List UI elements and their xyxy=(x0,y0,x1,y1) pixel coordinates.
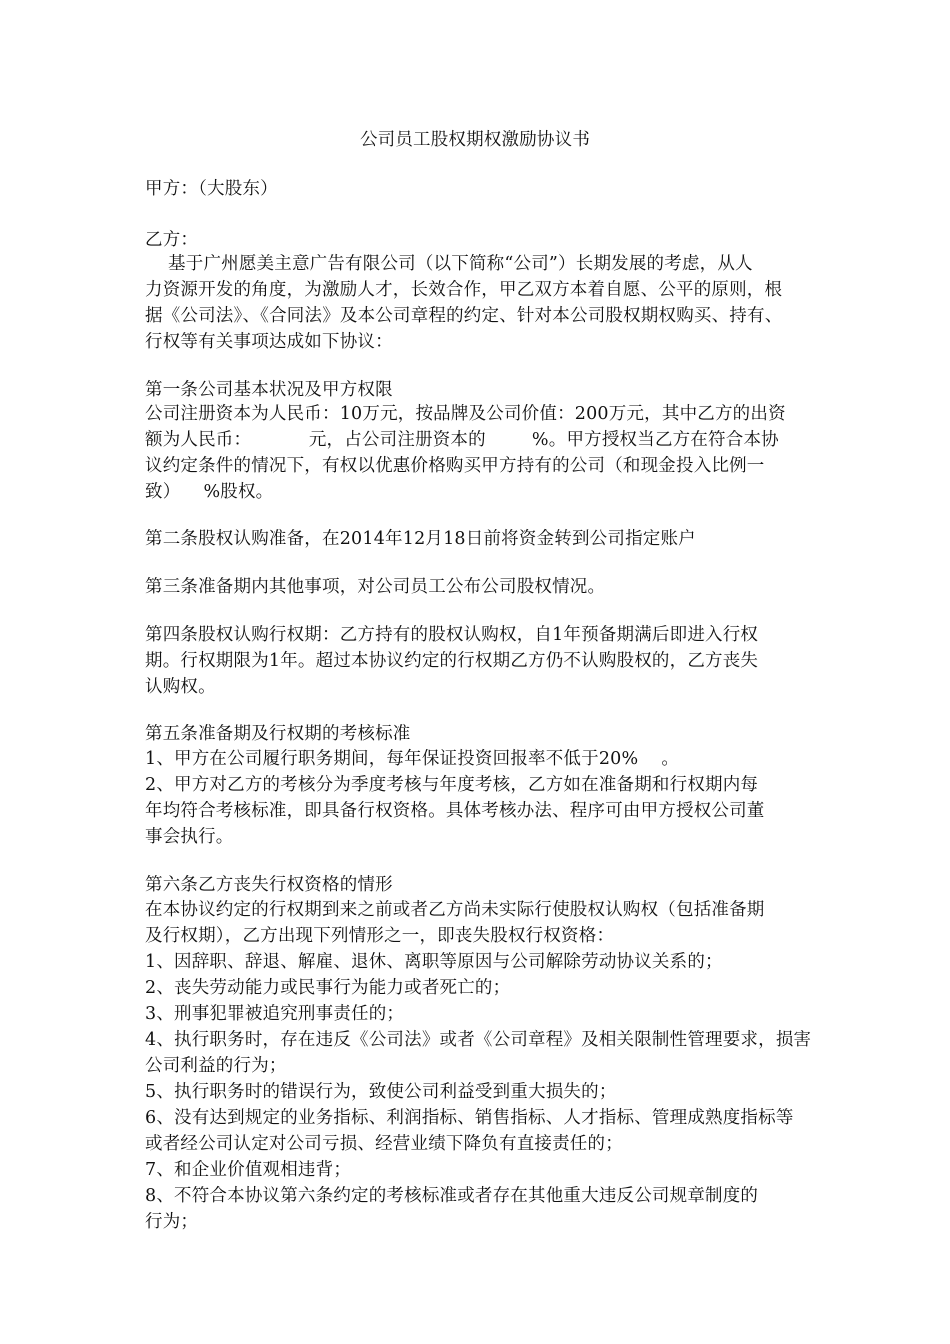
article-4-line: 第四条股权认购行权期：乙方持有的股权认购权，自1年预备期满后即进入行权 xyxy=(145,625,759,645)
article-6-item: 7、和企业价值观相违背； xyxy=(145,1160,352,1180)
article-5-line: 事会执行。 xyxy=(145,827,234,847)
article-6-item: 2、丧失劳动能力或民事行为能力或者死亡的； xyxy=(145,978,511,998)
article-6-item: 8、不符合本协议第六条约定的考核标准或者存在其他重大违反公司规章制度的 xyxy=(145,1186,759,1206)
article-6-line: 及行权期），乙方出现下列情形之一，即丧失股权行权资格： xyxy=(145,926,615,946)
article-5-line: 1、甲方在公司履行职务期间，每年保证投资回报率不低于20% 。 xyxy=(145,749,680,769)
article-5-line: 2、甲方对乙方的考核分为季度考核与年度考核，乙方如在准备期和行权期内每 xyxy=(145,775,759,795)
article-6-item: 公司利益的行为； xyxy=(145,1056,287,1076)
article-4-line: 认购权。 xyxy=(145,677,216,697)
article-1-line: 议约定条件的情况下，有权以优惠价格购买甲方持有的公司（和现金投入比例一 xyxy=(145,456,765,476)
party-b: 乙方： xyxy=(145,230,199,250)
party-a: 甲方：（大股东） xyxy=(145,179,278,199)
article-6-heading: 第六条乙方丧失行权资格的情形 xyxy=(145,875,393,895)
article-6-item: 行为； xyxy=(145,1212,199,1232)
article-4-line: 期。行权期限为1年。超过本协议约定的行权期乙方仍不认购股权的，乙方丧失 xyxy=(145,651,759,671)
article-5-heading: 第五条准备期及行权期的考核标准 xyxy=(145,724,411,744)
document-title: 公司员工股权期权激励协议书 xyxy=(359,130,591,150)
intro-line: 基于广州愿美主意广告有限公司（以下简称“公司”）长期发展的考虑，从人 xyxy=(145,254,753,274)
intro-line: 据《公司法》、《合同法》及本公司章程的约定、针对本公司股权期权购买、持有、 xyxy=(145,306,783,326)
article-6-line: 在本协议约定的行权期到来之前或者乙方尚未实际行使股权认购权（包括准备期 xyxy=(145,900,765,920)
article-6-item: 6、没有达到规定的业务指标、利润指标、销售指标、人才指标、管理成熟度指标等 xyxy=(145,1108,794,1128)
article-5-line: 年均符合考核标准，即具备行权资格。具体考核办法、程序可由甲方授权公司董 xyxy=(145,801,765,821)
article-2: 第二条股权认购准备，在2014年12月18日前将资金转到公司指定账户 xyxy=(145,529,696,549)
article-1-line: 公司注册资本为人民币：10万元，按品牌及公司价值：200万元，其中乙方的出资 xyxy=(145,404,786,424)
intro-line: 力资源开发的角度，为激励人才，长效合作，甲乙双方本着自愿、公平的原则，根 xyxy=(145,280,783,300)
article-6-item: 4、执行职务时，存在违反《公司法》或者《公司章程》及相关限制性管理要求，损害 xyxy=(145,1030,812,1050)
article-6-item: 或者经公司认定对公司亏损、经营业绩下降负有直接责任的； xyxy=(145,1134,623,1154)
article-1-heading: 第一条公司基本状况及甲方权限 xyxy=(145,380,393,400)
article-6-item: 5、执行职务时的错误行为，致使公司利益受到重大损失的； xyxy=(145,1082,617,1102)
article-6-item: 3、刑事犯罪被追究刑事责任的； xyxy=(145,1004,405,1024)
article-6-item: 1、因辞职、辞退、解雇、退休、离职等原因与公司解除劳动协议关系的； xyxy=(145,952,723,972)
article-3: 第三条准备期内其他事项，对公司员工公布公司股权情况。 xyxy=(145,577,606,597)
intro-line: 行权等有关事项达成如下协议： xyxy=(145,332,393,352)
article-1-line: 额为人民币： 元，占公司注册资本的 %。甲方授权当乙方在符合本协 xyxy=(145,430,779,450)
article-1-line: 致） %股权。 xyxy=(145,482,274,502)
